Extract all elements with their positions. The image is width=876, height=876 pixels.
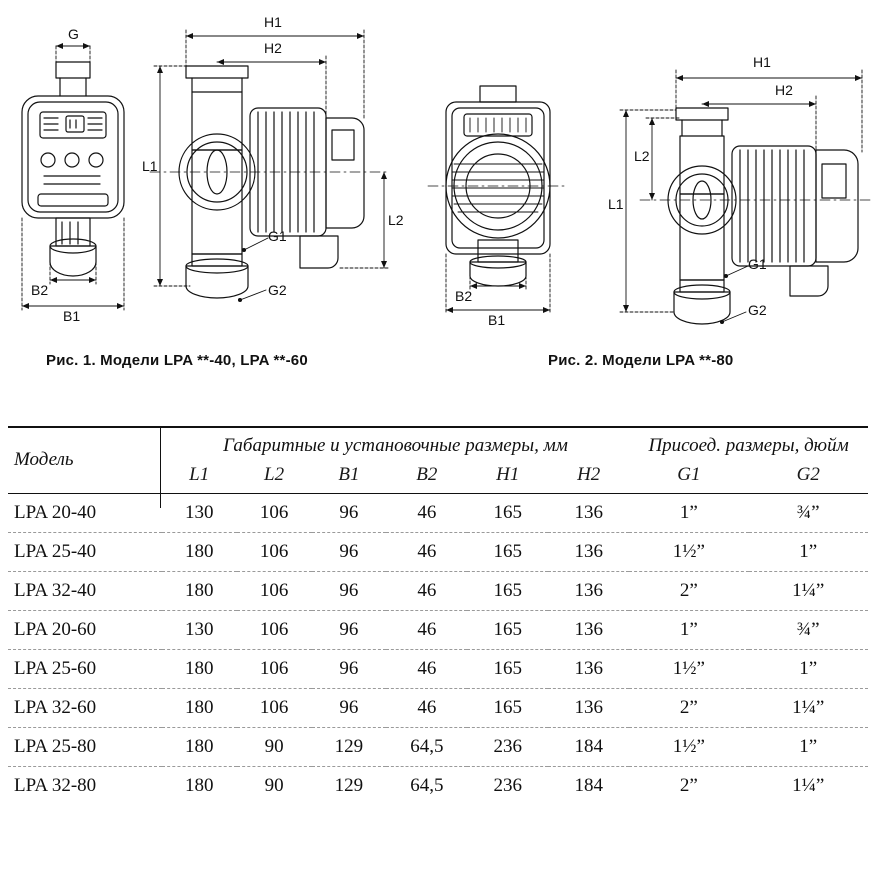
- cell-g2: 1¼”: [792, 774, 825, 796]
- cell-b2: 46: [417, 540, 437, 562]
- dim-label-g1-fig2: G1: [748, 256, 767, 272]
- cell-h2: 136: [574, 501, 603, 523]
- header-b1: B1: [338, 463, 360, 485]
- cell-h2: 136: [574, 618, 603, 640]
- cell-b1: 96: [339, 618, 359, 640]
- cell-model: LPA 32-40: [14, 579, 97, 601]
- cell-g1: 2”: [679, 774, 698, 796]
- cell-g1: 2”: [679, 579, 698, 601]
- cell-l1: 130: [184, 501, 214, 523]
- header-vertical-divider: [160, 426, 161, 508]
- header-g1: G1: [677, 463, 701, 485]
- cell-l2: 90: [264, 735, 284, 757]
- figure-2-caption: Рис. 2. Модели LPA **-80: [548, 352, 734, 369]
- technical-drawings: [0, 0, 876, 400]
- pump-drawings-svg: [0, 0, 876, 400]
- dim-label-h2-fig1: H2: [264, 40, 282, 56]
- dim-label-l1-fig2: L1: [608, 196, 624, 212]
- cell-g1: 1½”: [672, 540, 705, 562]
- dim-label-l2-fig2: L2: [634, 148, 650, 164]
- cell-h2: 136: [574, 657, 603, 679]
- dim-label-h2-fig2: H2: [775, 82, 793, 98]
- fig1-side-view: [150, 66, 388, 298]
- cell-g1: 1½”: [672, 657, 705, 679]
- table-row: [8, 571, 868, 610]
- dim-label-g1-fig1: G1: [268, 228, 287, 244]
- cell-model: LPA 25-60: [14, 657, 97, 679]
- dim-label-h1-fig1: H1: [264, 14, 282, 30]
- cell-model: LPA 25-80: [14, 735, 97, 757]
- cell-b2: 46: [417, 657, 437, 679]
- table-row: [8, 688, 868, 727]
- cell-g2: 1¼”: [792, 696, 825, 718]
- fig2-dimensions: [620, 70, 862, 324]
- table-row: [8, 610, 868, 649]
- cell-b2: 46: [417, 579, 437, 601]
- cell-b1: 96: [339, 501, 359, 523]
- cell-h2: 136: [574, 579, 603, 601]
- cell-g1: 1”: [679, 501, 698, 523]
- dimensions-table: [8, 424, 868, 805]
- cell-l2: 106: [259, 579, 289, 601]
- fig1-end-view: [428, 86, 568, 286]
- cell-b2: 46: [417, 501, 437, 523]
- dimensions-table-wrap: [8, 424, 868, 805]
- cell-g2: 1”: [799, 735, 818, 757]
- cell-b1: 129: [334, 774, 364, 796]
- fig1-side-dimensions: [154, 30, 390, 302]
- figure-1-caption: Рис. 1. Модели LPA **-40, LPA **-60: [46, 352, 308, 369]
- cell-h1: 165: [493, 540, 523, 562]
- header-h2: H2: [577, 463, 601, 485]
- cell-l1: 180: [184, 774, 214, 796]
- dim-label-l1-fig1: L1: [142, 158, 158, 174]
- cell-h1: 165: [493, 579, 523, 601]
- header-h1: H1: [496, 463, 520, 485]
- dim-label-h1-fig2: H1: [753, 54, 771, 70]
- cell-g1: 1½”: [672, 735, 705, 757]
- dim-label-b2-front: B2: [31, 282, 49, 298]
- cell-g2: 1¼”: [792, 579, 825, 601]
- cell-h2: 184: [574, 774, 603, 796]
- header-l1: L1: [189, 463, 210, 485]
- dim-label-g2-fig2: G2: [748, 302, 767, 318]
- cell-b2: 46: [417, 618, 437, 640]
- cell-model: LPA 32-60: [14, 696, 97, 718]
- cell-l2: 106: [259, 501, 289, 523]
- cell-h1: 165: [493, 501, 523, 523]
- dim-label-b2-end: B2: [455, 288, 473, 304]
- cell-g2: 1”: [799, 657, 818, 679]
- table-row: [8, 532, 868, 571]
- fig1-front-view: [22, 62, 124, 276]
- cell-l2: 106: [259, 618, 289, 640]
- cell-b2: 46: [417, 696, 437, 718]
- cell-g2: ¾”: [796, 618, 820, 640]
- cell-l1: 180: [184, 540, 214, 562]
- table-row: [8, 649, 868, 688]
- cell-g1: 2”: [679, 696, 698, 718]
- cell-g1: 1”: [679, 618, 698, 640]
- cell-b1: 96: [339, 579, 359, 601]
- header-b2: B2: [416, 463, 438, 485]
- cell-model: LPA 20-40: [14, 501, 97, 523]
- table-row: [8, 493, 868, 532]
- cell-l1: 180: [184, 735, 214, 757]
- cell-h1: 165: [493, 618, 523, 640]
- dim-label-l2-fig1: L2: [388, 212, 404, 228]
- cell-b2: 64,5: [410, 774, 444, 796]
- dim-label-b1-front: B1: [63, 308, 81, 324]
- cell-h2: 136: [574, 696, 603, 718]
- dim-label-b1-end: B1: [488, 312, 506, 328]
- table-body: [8, 493, 868, 805]
- table-group-header-row: [8, 427, 868, 462]
- cell-l2: 106: [259, 657, 289, 679]
- header-model: Модель: [14, 448, 74, 470]
- cell-g2: 1”: [799, 540, 818, 562]
- fig2-side-view: [640, 108, 872, 324]
- cell-l2: 90: [264, 774, 284, 796]
- header-group-connection: Присоед. размеры, дюйм: [648, 435, 849, 456]
- header-group-overall: Габаритные и установочные размеры, мм: [223, 435, 568, 456]
- cell-h1: 236: [493, 735, 523, 757]
- cell-l1: 180: [184, 657, 214, 679]
- cell-b1: 96: [339, 696, 359, 718]
- cell-model: LPA 32-80: [14, 774, 97, 796]
- dim-label-g2-fig1: G2: [268, 282, 287, 298]
- cell-g2: ¾”: [796, 501, 820, 523]
- cell-b1: 96: [339, 657, 359, 679]
- cell-model: LPA 25-40: [14, 540, 97, 562]
- cell-l1: 180: [184, 696, 214, 718]
- cell-h1: 165: [493, 696, 523, 718]
- cell-b1: 129: [334, 735, 364, 757]
- table-row: [8, 727, 868, 766]
- dim-label-g: G: [68, 26, 79, 42]
- header-l2: L2: [264, 463, 285, 485]
- cell-h1: 236: [493, 774, 523, 796]
- cell-l2: 106: [259, 696, 289, 718]
- cell-h2: 184: [574, 735, 603, 757]
- cell-b1: 96: [339, 540, 359, 562]
- cell-l1: 180: [184, 579, 214, 601]
- header-g2: G2: [796, 463, 820, 485]
- fig1-end-dimensions: [446, 254, 550, 314]
- cell-h2: 136: [574, 540, 603, 562]
- cell-b2: 64,5: [410, 735, 444, 757]
- cell-l2: 106: [259, 540, 289, 562]
- cell-model: LPA 20-60: [14, 618, 97, 640]
- cell-l1: 130: [184, 618, 214, 640]
- cell-h1: 165: [493, 657, 523, 679]
- table-row: [8, 766, 868, 805]
